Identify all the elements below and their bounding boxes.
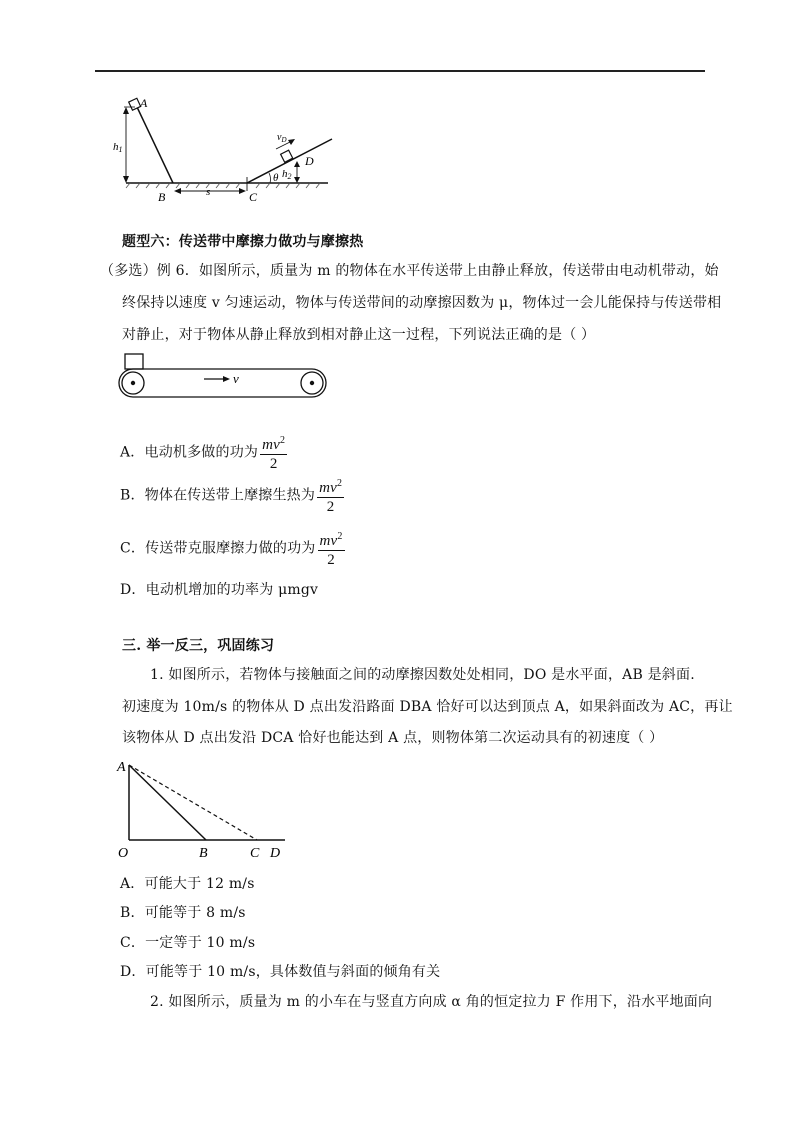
section6-title: 题型六：传送带中摩擦力做功与摩擦热 (122, 234, 364, 250)
option-b: B．物体在传送带上摩擦生热为 $\frac{mv^2}{2}$ (120, 475, 344, 515)
question-line: 1. 如图所示，若物体与接触面之间的动摩擦因数处处相同，DO 是水平面，AB 是斜面. (150, 667, 695, 683)
fig2-label-b: B (199, 846, 208, 861)
fig1-label-a: A (140, 96, 148, 110)
fraction-mv2-over-2: $\frac{mv^2}{2}$ (318, 528, 345, 569)
q1-option-c: C．一定等于 10 m/s (120, 935, 256, 951)
fig1-label-h2: h2 (282, 168, 292, 181)
fig1-label-h1: h1 (113, 141, 123, 154)
option-a: A．电动机多做的功为 $\frac{mv^2}{2}$ (120, 432, 287, 472)
fig2-label-d: D (270, 846, 281, 861)
question-line: 2. 如图所示，质量为 m 的小车在与竖直方向成 α 角的恒定拉力 F 作用下，沿水平地面向 (150, 994, 713, 1010)
question-line: 该物体从 D 点出发沿 DCA 恰好也能达到 A 点，则物体第二次运动具有的初速度（ ） (122, 730, 664, 746)
fig2-label-c: C (250, 846, 260, 861)
fig1-label-b: B (158, 190, 166, 204)
belt-velocity-label: v (233, 371, 239, 386)
fig2-label-a: A (117, 760, 126, 775)
conveyor-belt-figure (112, 350, 337, 405)
fraction-mv2-over-2: $\frac{mv^2}{2}$ (317, 475, 344, 516)
fig1-label-d: D (305, 154, 314, 168)
q1-option-d: D．可能等于 10 m/s，具体数值与斜面的倾角有关 (120, 964, 441, 980)
q1-option-b: B．可能等于 8 m/s (120, 905, 246, 921)
question-line: 初速度为 10m/s 的物体从 D 点出发沿路面 DBA 恰好可以达到顶点 A，如果斜面改为 AC，再让 (122, 699, 733, 715)
q1-option-a: A．可能大于 12 m/s (120, 876, 255, 892)
fig1-label-c: C (249, 190, 258, 204)
question-line: （多选）例 6．如图所示，质量为 m 的物体在水平传送带上由静止释放，传送带由电动机带动，始 (100, 263, 719, 279)
incline-comparison-figure (110, 755, 300, 865)
header-rule (95, 70, 705, 72)
option-c: C．传送带克服摩擦力做的功为 $\frac{mv^2}{2}$ (120, 528, 345, 568)
fig1-label-s: s (206, 186, 211, 198)
option-d: D．电动机增加的功率为 μmgv (120, 582, 319, 598)
fig2-label-o: O (118, 846, 129, 861)
incline-figure (110, 95, 340, 210)
fraction-mv2-over-2: $\frac{mv^2}{2}$ (260, 432, 287, 473)
fig1-label-vd: $v_D$ (277, 132, 287, 144)
question-line: 终保持以速度 v 匀速运动，物体与传送带间的动摩擦因数为 μ，物体过一会儿能保持与传送带相 (122, 295, 722, 311)
section3-title: 三. 举一反三，巩固练习 (122, 638, 275, 654)
question-line: 对静止，对于物体从静止释放到相对静止这一过程，下列说法正确的是（ ） (122, 327, 596, 343)
fig1-label-theta: θ (273, 172, 279, 184)
